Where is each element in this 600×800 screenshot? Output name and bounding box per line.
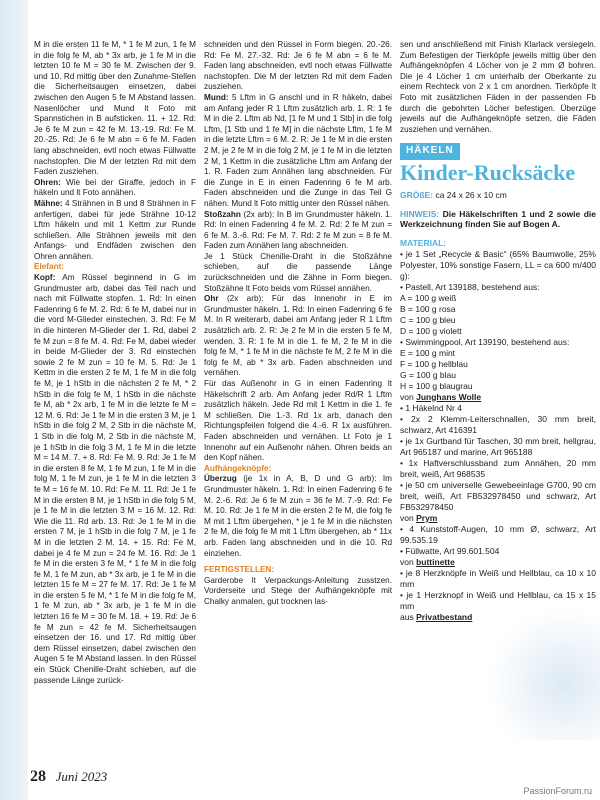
brand-prefix: aus <box>400 611 414 622</box>
text: Am Rüssel beginnend in G im Grundmuster arb, dabei das Teil nach und nach mit Füllwatte stopfen. 1. Rd: In einen Fadenring 6 fe M. 2. Rd: 6 fe M, dabei nur in die vord M-Glieder einstechen. 3. Rd: Fe M in die hinteren M-Glieder der 1. Rd, dabei 2 fe M zun = 8 fe M. 4. Rd: Fe M, dabei wieder in beide M-Glieder der 3. Rd einstechen sowie 2 fe M zun = 10 fe M. 5. Rd: Je 1 Kettm in die ersten 2 fe M, 1 fe M in die folg fe M, je 1 hStb in die nächsten 2 fe M, * 2 hStb in die folg fe M, 1 hStb in die nächste fe M, ab * 2x arb, 1 fe M in die letzte fe M = 12 M. 6. Rd: Je 1 fe M in die ersten 3 M, je 1 hStb in die folg 2 M, 2 Stb in die nächste M, 1 Stb in die folg M, 2 Stb in die nächste M, je 1 hStb in die folg 3 M, 1 fe M in die letzte M = 14 M. 7. + 8. Rd: Fe M. 9. Rd: Je 1 fe M in die ersten 8 fe M, 1 fe M zun, 1 fe M in die folg M, 1 fe M zun, je 1 fe M in die letzten 3 fe M = 16 fe M. 10. Rd: Fe M. 11. Rd: Je 1 fe M in die ersten 8 M, je 1 hStb in die folg 5 M, je 1 fe M in die letzten 3 M = 16 M. 12. Rd: Wie die 11. Rd arb. 13. Rd: Je 1 fe M in die ersten 7 M, je 1 hStb in die folg 7 M, je 1 fe M in die letzten 2 M. 14. + 15. Rd: Fe M, dabei je 4 fe M zun = 24 fe M. 16. Rd: Je 1 fe M in die ersten 3 fe M, * 1 fe M in die folg fe M, 1 fe M zun, ab * 3x arb, je 1 fe M in die letzten 15 fe M = 27 fe M. 17. Rd: Je 1 fe M in die ersten 5 fe M, * 1 fe M in die folg fe M, 1 fe M zun, ab * 3x arb, je 1 fe M in die letzten 16 fe M = 30 fe M. 18. + 19. Rd: Je 6 fe M zun = 42 fe M. Sicherheitsaugen einsetzen der 16. und 17. Rd mittig über dem Rüssel einsetzen, dabei zwischen den Augen 5 fe M Abstand lassen. In den Rüssel ein Stück Chenille-Draht schieben, auf die passende Länge zurück- <box>34 273 197 685</box>
material-item: A = 100 g weiß <box>400 292 457 303</box>
material-item: • 1x Haftverschlussband zum Annähen, 20 mm breit, weiß, Art 968535 <box>400 457 596 479</box>
paragraph <box>204 93 392 210</box>
paragraph <box>204 210 392 252</box>
text: Wie bei der Giraffe, jedoch in F häkeln und lt Foto annähen. <box>34 177 196 198</box>
paragraph <box>204 474 392 559</box>
material-item: • 1 Häkelnd Nr 4 <box>400 402 463 413</box>
paragraph: schneiden und den Rüssel in Form biegen. 20.-26. Rd: Fe M. 27.-32. Rd: Je 6 fe M abn = 6 fe M. Faden lang abschneiden, evtl noch etwas Füllwatte nachstopfen. Die M der letzten Rd mit dem Faden zusziehen. <box>204 40 392 92</box>
material-group-4 <box>400 568 596 612</box>
brand-line <box>400 513 596 524</box>
material-item: H = 100 g blaugrau <box>400 380 473 391</box>
brand-name: buttinette <box>416 556 455 567</box>
material-list <box>400 238 596 623</box>
material-item: • je 50 cm universelle Gewebeeinlage G700, 90 cm breit, weiß, Art FB532978450 und schwarz, Art FB532978450 <box>400 479 596 512</box>
brand-line <box>400 557 596 568</box>
text: 4 Strähnen in B und 8 Strähnen in F anfertigen, dabei für jede Strähne 10-12 Lftm häkeln und mit 1 Kettm zur Runde schließen. Alle Strähnen jeweils mit den Anfangs- und Endfäden zwischen den Ohren annähen. <box>34 198 196 261</box>
paragraph <box>34 273 196 686</box>
label: Stoßzahn <box>204 209 241 219</box>
hint-label: HINWEIS: <box>400 208 440 219</box>
brand-line <box>400 612 596 623</box>
label: Kopf: <box>34 273 56 283</box>
brand-name: Junghans Wolle <box>416 391 482 402</box>
hint-line <box>400 209 596 230</box>
column-1 <box>34 40 196 686</box>
section-heading-aufhaengeknoepfe: Aufhängeknöpfe: <box>204 463 272 473</box>
page-number: 28 <box>30 768 46 785</box>
paragraph: sen und anschließend mit Finish Klarlack versiegeln. Zum Befestigen der Tierköpfe jeweils mittig über den Aufhängeknöpfen 4 Löcher von je 2 mm Ø bohren. Die je 4 Löcher 1 cm unterhalb der Oberkante zu einem Rechteck von 2 x 1 cm anordnen. Tierköpfe lt Foto mit zusätzlichen Fäden in der passenden Fb durch die gebohrten Löcher befestigen. Überzüge jeweils auf die Aufhängeknöpfe setzen, die Fäden zusziehen und vernähen. <box>400 40 596 134</box>
page-footer <box>30 768 107 786</box>
brand-prefix: von <box>400 391 414 402</box>
size-label: GRÖßE: <box>400 189 434 200</box>
material-group-3 <box>400 524 596 557</box>
text: (2x arb): Für das Innenohr in E im Grundmuster häkeln. 1. Rd: In einen Fadenring 6 fe M. In R weiterarb, dabei am Anfang jeder R 1 Lftm zusätzlich arb. 2. R: Je 2 fe M in die ersten 5 fe M, wenden. 3. R: 1 fe M in die 1. fe M, 2 fe M in die folg fe M, * 1 fe M in die nächste fe M, 2 fe M in die folg fe M, ab * 3x arb. Faden abschneiden und vernähen. <box>204 294 392 378</box>
text: (je 1x in A, B, D und G arb): Im Grundmuster häkeln. 1. Rd: In einen Fadenring 6 fe M. 2.-6. Rd: Je 6 fe M zun = 36 fe M. 7.-9. Rd: Fe M. 10. Rd: Je 1 fe M in die ersten 2 fe M, die folg fe M mit 1 Lftm übergehen, * je 1 fe M in die nächsten 2 fe M, die folg fe M mit 1 Lftm übergehen, ab * 11x arb. Faden lang abschneiden und in die 10. Rd einziehen. <box>204 474 393 558</box>
material-group-2 <box>400 403 596 513</box>
paragraph <box>34 199 196 263</box>
label: Ohr <box>204 294 219 304</box>
label: Überzug <box>204 474 237 484</box>
paragraph: Garderobe lt Verpackungs-Anleitung zusstzen. Vorderseite und Stege der Aufhängeknöpfe mit Chalky anmalen, gut trocknen las- <box>204 575 392 606</box>
material-item: • 2x 2 Klemm-Leiterschnallen, 30 mm breit, schwarz, Art 416391 <box>400 413 596 435</box>
brand-prefix: von <box>400 556 414 567</box>
material-label: MATERIAL: <box>400 237 447 248</box>
page-edge-decoration <box>0 0 28 800</box>
category-tag: HÄKELN <box>400 143 460 160</box>
paragraph: Je 1 Stück Chenille-Draht in die Stoßzähne schieben, auf die passende Länge zurückschneiden und die Zähne in Form biegen. Stoßzähne lt Foto beids vom Rüssel annähen. <box>204 251 392 293</box>
label: Mähne: <box>34 198 63 208</box>
column-2 <box>204 40 392 607</box>
issue-date: Juni 2023 <box>55 769 108 784</box>
section-heading-elefant: Elefant: <box>34 262 65 272</box>
paragraph <box>204 294 392 379</box>
material-item: • je 8 Herzknöpfe in Weiß und Hellblau, ca 10 x 10 mm <box>400 567 596 589</box>
text: (2x arb): In B im Grundmuster häkeln. 1. Rd: In einen Fadenring 4 fe M. 2. Rd: 2 fe M zun = 6 fe M. 3.-6. Rd: Fe M. 7. Rd: 2 fe M zun = 8 fe M. Faden zum Annähen lang abschneiden. <box>204 209 392 251</box>
section-heading-fertigstellen: FERTIGSTELLEN: <box>204 565 275 575</box>
material-item: • Pastell, Art 139188, bestehend aus: <box>400 281 540 292</box>
material-item: • je 1x Gurtband für Taschen, 30 mm breit, hellgrau, Art 965187 und marine, Art 965188 <box>400 435 596 457</box>
material-item: B = 100 g rosa <box>400 303 456 314</box>
material-item: • 4 Kunststoff-Augen, 10 mm Ø, schwarz, Art 99.535.19 <box>400 523 596 545</box>
paragraph <box>34 178 196 199</box>
text: 5 Lftm in G anschl und in R häkeln, dabei am Anfang jeder R 1 Lftm zusätzlich arb. 1. R: 1 fe M in die 2. Lftm ab Nd, [1 fe M und 1 Stb] in die folg Lftm, [1 Stb und 1 fe M] in die nächste Lftm, 1 fe M in die letzte Lftm = 6 M. 2. R: Je 1 fe M in die ersten 2 M, je 2 fe M in die folg 2 M, je 1 fe M in die letzten 2 M, 1 Kettm in die zusätzliche Lftm am Anfang der 1. R. Faden zum Annähen lang abschneiden. Für die Zunge in E in einen Fadenring 6 fe M arb. Faden abschneiden und die Zunge in das Teil G nähen. Mund lt Foto mittig unter den Rüssel nähen. <box>204 92 392 208</box>
brand-line <box>400 392 596 403</box>
material-item: D = 100 g violett <box>400 325 462 336</box>
material-item: G = 100 g blau <box>400 369 457 380</box>
material-item: E = 100 g mint <box>400 347 456 358</box>
brand-name: Prym <box>416 512 438 523</box>
hint-value: Die Häkelschriften 1 und 2 sowie die Werkzeichnung finden Sie auf Bogen A. <box>400 208 596 230</box>
material-item: F = 100 g hellblau <box>400 358 468 369</box>
brand-prefix: von <box>400 512 414 523</box>
paragraph: M in die ersten 11 fe M, * 1 fe M zun, 1 fe M in die folg fe M, ab * 3x arb, je 1 fe M in die letzten 10 fe M = 30 fe M. Zwischen der 9. und 10. Rd mittig über den Zunahme-Stellen die Sicherheitsaugen einsetzen, dabei zwischen den Augen 5 fe M Abstand lassen. Nasenlöcher und Mund lt Foto mit Spannstichen in B aufsticken. 11. + 12. Rd: Je 6 fe M zun = 42 fe M. 13.-19. Rd: Fe M. 20.-25. Rd: Je 6 fe M abn = 6 fe M. Faden lang abschneiden, evtl noch etwas Füllwatte nachstopfen. Die M der letzten Rd mit dem Faden zusziehen. <box>34 40 196 177</box>
brand-name: Privatbestand <box>416 611 473 622</box>
article-title: Kinder-Rucksäcke <box>400 159 576 185</box>
material-item: C = 100 g bleu <box>400 314 456 325</box>
material-item: • Swimmingpool, Art 139190, bestehend aus: <box>400 336 570 347</box>
material-group-1 <box>400 249 596 392</box>
material-item: • je 1 Set „Recycle & Basic“ (65% Baumwolle, 25% Polyester, 10% sonstige Fasern, LL = ca 600 m/400 g): <box>400 248 596 281</box>
column-3 <box>400 40 596 623</box>
size-value: ca 24 x 26 x 10 cm <box>435 189 507 200</box>
watermark: PassionForum.ru <box>523 786 592 796</box>
size-line <box>400 190 596 201</box>
paragraph: Für das Außenohr in G in einen Fadenring lt Häkelschrift 2 arb. Am Anfang jeder Rd/R 1 Lftm zusätzlich häkeln. Jede Rd mit 1 Kettm in die 1. fe M schließen. Die 1.-3. Rd 1x arb, danach den Richtungspfeilen folgend die 4.-6. R 1x ausführen. Faden abschneiden und vernähen. Lt Foto je 1 Innenohr auf ein Außenohr nähen. Ohren beids an den Kopf nähen. <box>204 379 392 463</box>
label: Mund: <box>204 92 229 102</box>
material-item: • je 1 Herzknopf in Weiß und Hellblau, ca 15 x 15 mm <box>400 589 596 611</box>
material-item: • Füllwatte, Art 99.601.504 <box>400 545 500 556</box>
label: Ohren: <box>34 177 61 187</box>
